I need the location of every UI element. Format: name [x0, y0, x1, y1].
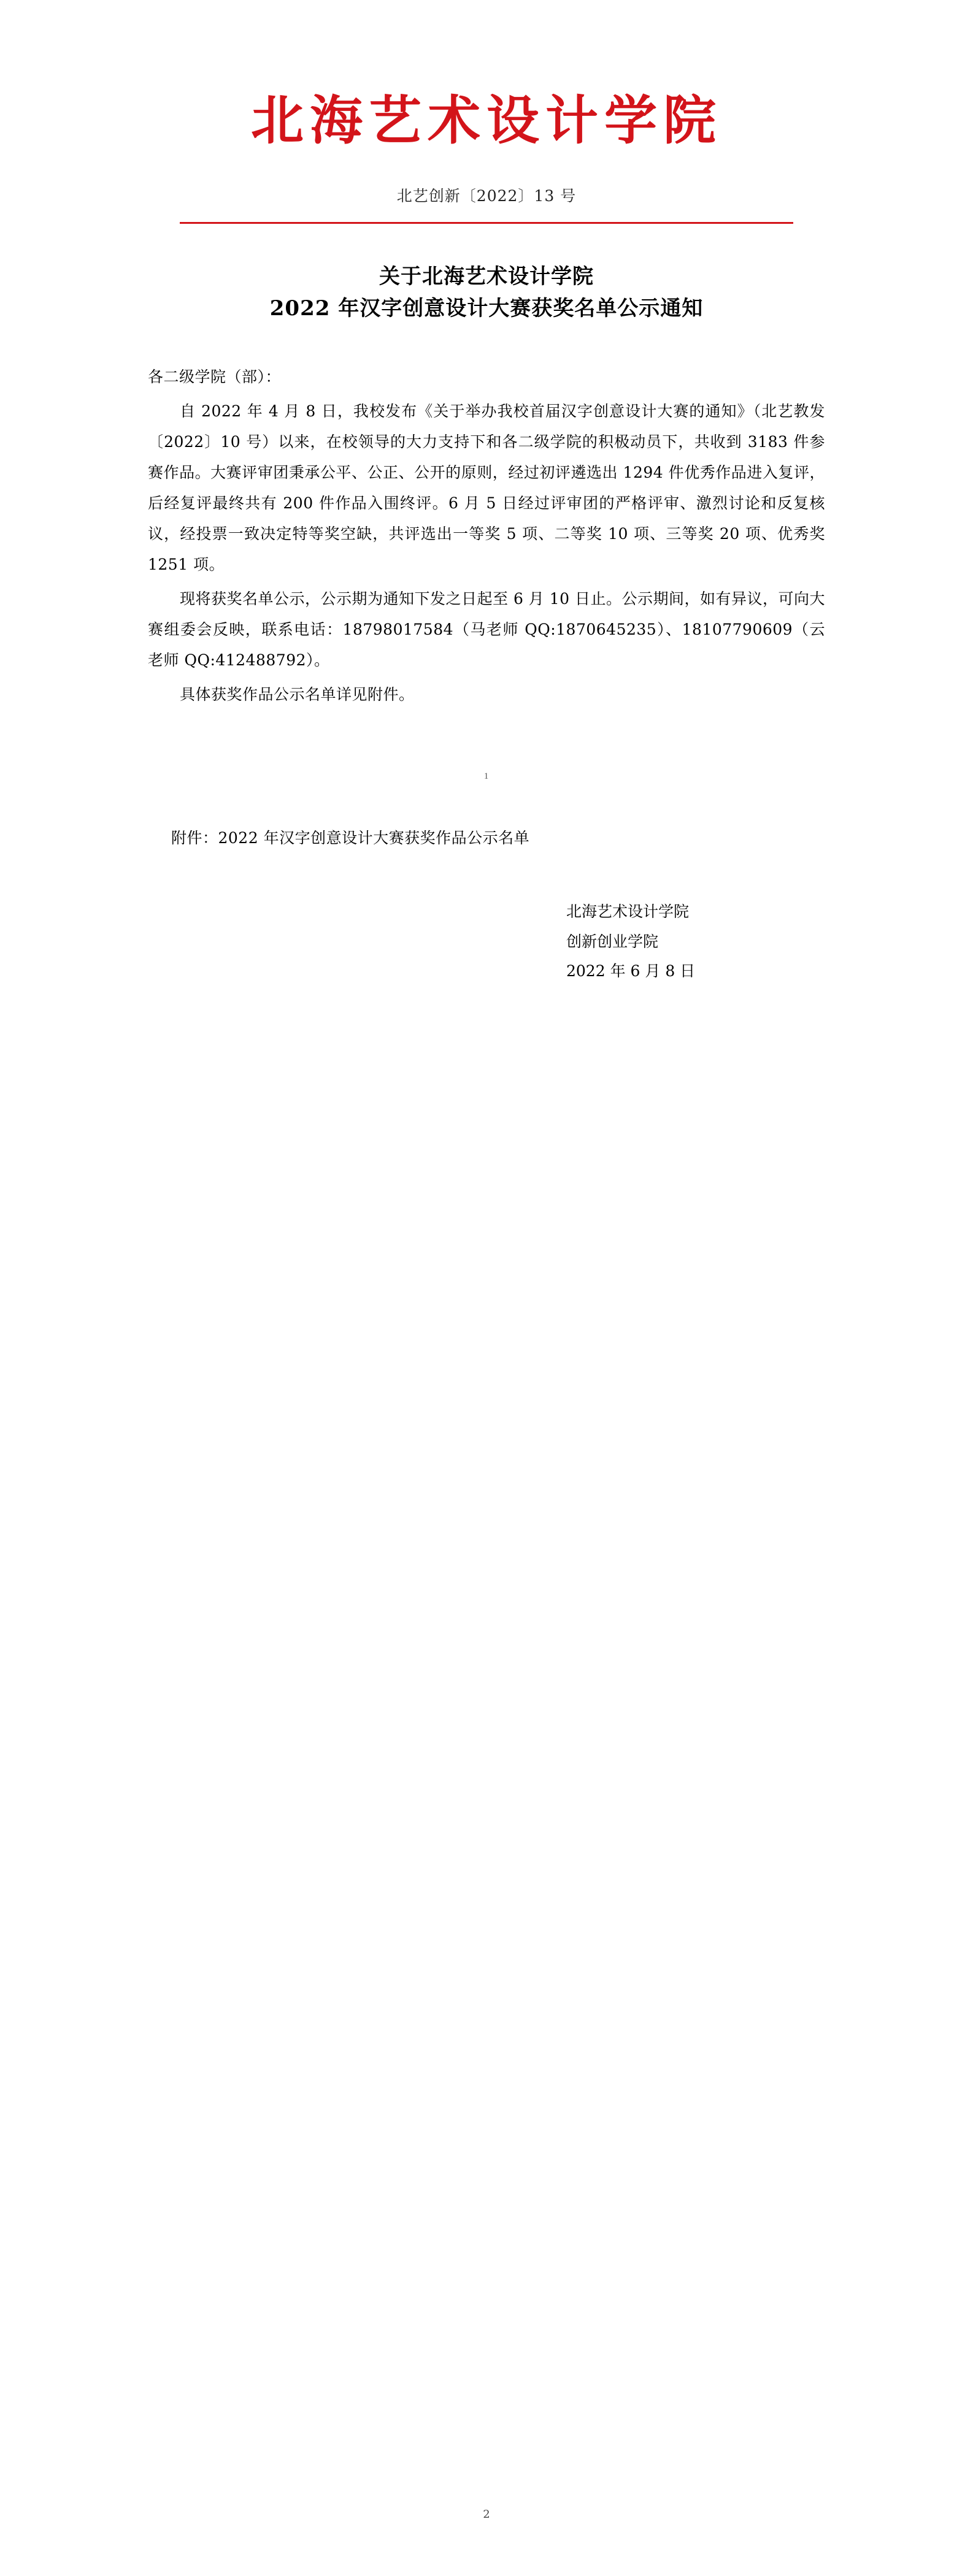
signature-organization: 北海艺术设计学院: [566, 902, 690, 920]
mid-page-marker: 1: [483, 771, 490, 781]
body-paragraph-1: 自 2022 年 4 月 8 日，我校发布《关于举办我校首届汉字创意设计大赛的通知》（北艺教发〔2022〕10 号）以来，在校领导的大力支持下和各二级学院的积极动员下，共收到 3183 件参赛作品。大赛评审团秉承公平、公正、公开的原则，经过初评遴选出 1294 件优秀作品进入复评，后经复评最终共有 200 件作品入围终评。6 月 5 日经过评审团的严格评审、激烈讨论和反复核议，经投票一致决定特等奖空缺，共评选出一等奖 5 项、二等奖 10 项、三等奖 20 项、优秀奖 1251 项。: [148, 402, 825, 573]
document-content: [125, 362, 848, 710]
page-title-line-2: 2022 年汉字创意设计大赛获奖名单公示通知: [269, 296, 704, 321]
red-divider-rule: [180, 222, 793, 224]
salutation: 各二级学院（部）：: [148, 367, 282, 386]
body-paragraph-2: 现将获奖名单公示，公示期为通知下发之日起至 6 月 10 日止。公示期间，如有异议，可向大赛组委会反映，联系电话：18798017584（马老师 QQ:1870645235）、18107790609（云老师 QQ:412488792）。: [148, 589, 826, 669]
document-number: 北艺创新〔2022〕13 号: [396, 186, 577, 205]
attachment-line: 附件：2022 年汉字创意设计大赛获奖作品公示名单: [171, 828, 530, 847]
organization-title: 北海艺术设计学院: [251, 90, 722, 151]
letterhead: [125, 92, 848, 224]
document-body: [125, 0, 848, 987]
page-title-line-1: 关于北海艺术设计学院: [379, 264, 594, 289]
page-title: [125, 261, 848, 325]
signature-department: 创新创业学院: [566, 932, 659, 950]
signature-block: [125, 897, 848, 987]
page-number: 2: [483, 2508, 490, 2521]
body-paragraph-3: 具体获奖作品公示名单详见附件。: [180, 685, 415, 703]
signature-date: 2022 年 6 月 8 日: [566, 962, 696, 980]
